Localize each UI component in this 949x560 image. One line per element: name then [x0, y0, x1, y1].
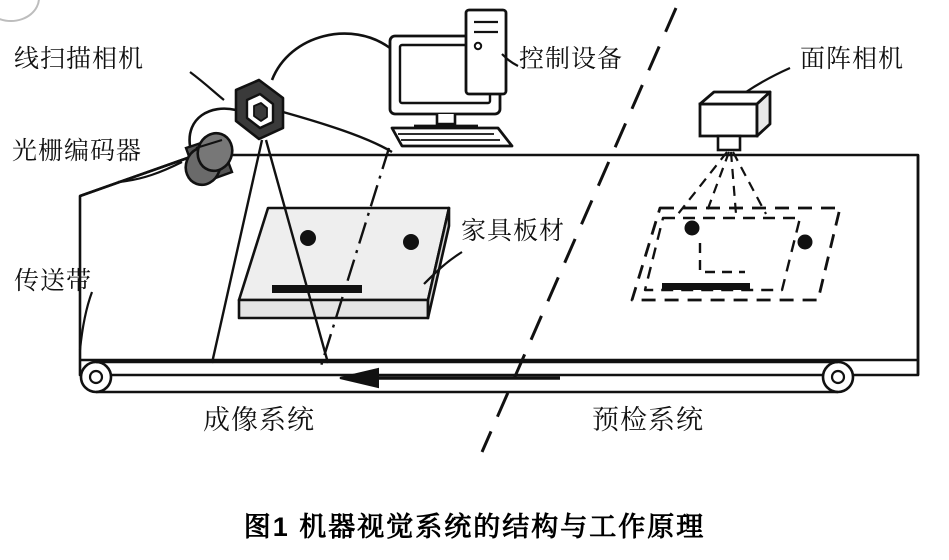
cable-camera-to-computer	[272, 34, 390, 80]
area-array-camera-body	[700, 92, 770, 150]
label-control-device: 控制设备	[519, 45, 624, 73]
conveyor-roller-right	[823, 362, 853, 392]
panel-defect-bar-right	[662, 283, 750, 290]
label-imaging-system: 成像系统	[203, 405, 315, 435]
leader-line-scan-camera	[190, 72, 224, 100]
figure-caption: 图1 机器视觉系统的结构与工作原理	[243, 512, 706, 542]
label-conveyor-belt: 传送带	[14, 267, 93, 295]
panel-defect-dot-right-2	[798, 235, 813, 250]
leader-area-array-camera	[746, 68, 790, 92]
label-area-array-camera: 面阵相机	[800, 45, 905, 73]
line-scan-camera-body	[236, 80, 283, 139]
panel-defect-dot-left-2	[403, 234, 419, 250]
panel-defect-dot-right-1	[685, 221, 700, 236]
computer-tower	[466, 10, 506, 94]
panel-defect-bar-left	[272, 285, 362, 293]
conveyor-roller-left	[81, 362, 111, 392]
label-line-scan-camera: 线扫描相机	[14, 45, 145, 73]
panel-defect-dot-left-1	[300, 230, 316, 246]
label-pre-inspection-system: 预检系统	[592, 405, 704, 435]
conveyor-belt-surface	[80, 155, 918, 375]
computer-keyboard	[392, 128, 512, 146]
label-grating-encoder: 光栅编码器	[12, 137, 143, 165]
panel-board-left	[239, 208, 449, 318]
area-camera-lens	[718, 136, 740, 150]
cable-computer-to-belt	[283, 112, 392, 152]
label-furniture-panel: 家具板材	[461, 217, 566, 245]
